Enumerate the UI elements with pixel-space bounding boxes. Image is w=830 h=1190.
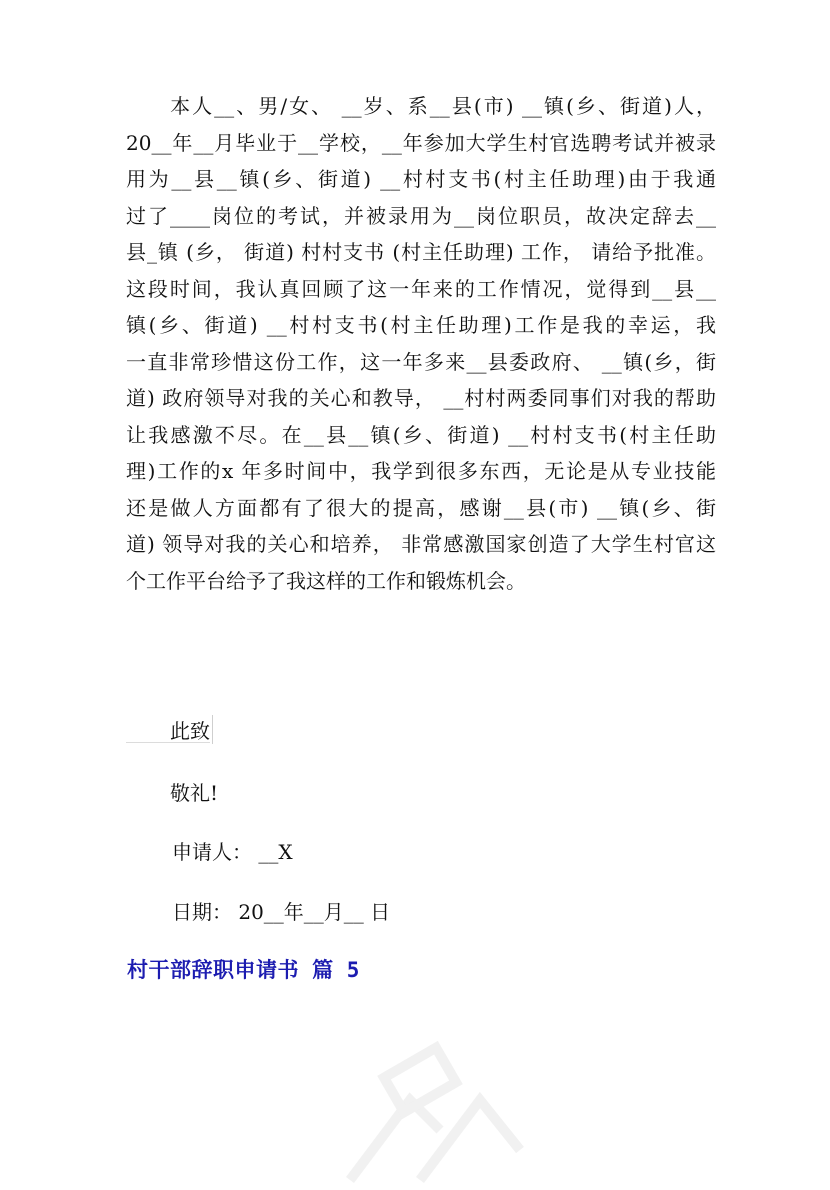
paragraph-line: 道) 政府领导对我的关心和教导， __村村两委同事们对我的帮助 [126,386,716,410]
paragraph-line: 用为__县__镇(乡、街道) __村村支书(村主任助理)由于我通 [126,167,716,191]
applicant-line: 申请人： __X [172,840,293,864]
paragraph-line: 20__年__月毕业于__学校，__年参加大学生村官选聘考试并被录 [126,130,716,155]
date-line: 日期： 20__年__月__ 日 [172,900,391,924]
salute-text: 此致 [170,715,213,744]
paragraph-line: 过了____岗位的考试，并被录用为__岗位职员，故决定辞去__ [126,203,716,228]
paragraph-line: 镇(乡、街道) __村村支书(村主任助理)工作是我的幸运，我 [126,313,716,337]
regards-text: 敬礼! [170,781,219,805]
paragraph-line: 本人__、男/女、 __岁、系__县(市) __镇(乡、街道)人， [126,94,716,118]
paragraph-line: 一直非常珍惜这份工作，这一年多来__县委政府、 __镇(乡，街 [126,349,716,374]
paragraph-line: 道) 领导对我的关心和培养， 非常感激国家创造了大学生村官这 [126,532,716,556]
resignation-paragraph [126,88,716,599]
watermark-logo-icon [330,1040,530,1190]
paragraph-line: 个工作平台给予了我这样的工作和锻炼机会。 [126,568,526,593]
section-heading: 村干部辞职申请书 篇 5 [127,958,360,982]
paragraph-line: 县_镇 (乡， 街道) 村村支书 (村主任助理) 工作， 请给予批准。 [126,240,716,264]
paragraph-line: 让我感激不尽。在__县__镇(乡、街道) __村村支书(村主任助 [126,422,716,447]
paragraph-line: 理)工作的x 年多时间中，我学到很多东西，无论是从专业技能 [126,459,716,483]
paragraph-line: 还是做人方面都有了很大的提高，感谢__县(市) __镇(乡、街 [126,495,716,520]
paragraph-line: 这段时间，我认真回顾了这一年来的工作情况，觉得到__县__ [126,276,716,301]
